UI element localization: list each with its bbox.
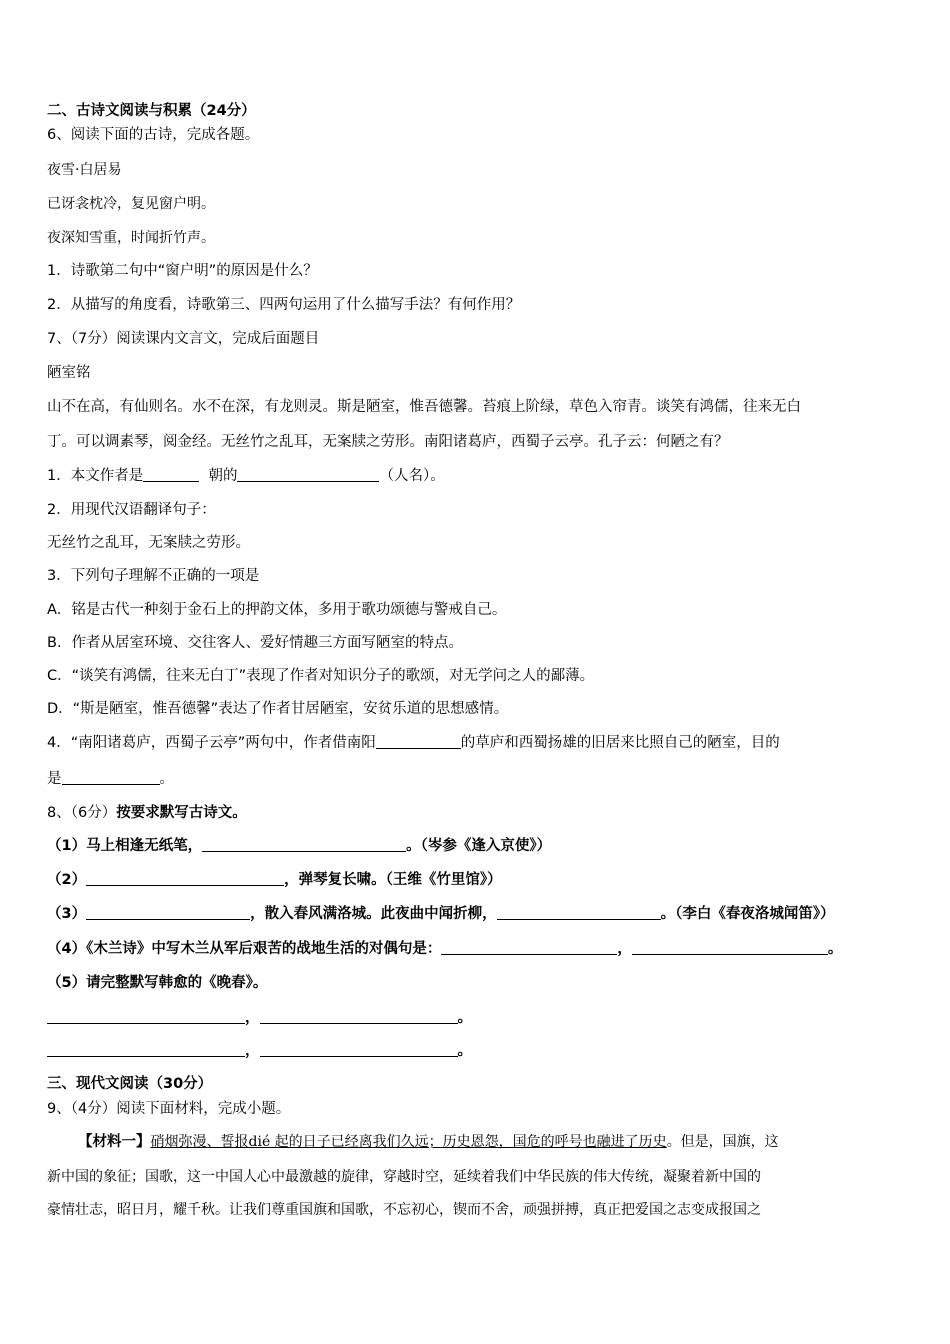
q7-sub-4-text-d: 。 [159, 771, 174, 787]
q7-sub-4-line-2 [47, 769, 174, 789]
q8-item-1-text-a: （1）马上相逢无纸笔， [47, 838, 203, 854]
q7-sub-2-sentence: 无丝竹之乱耳，无案牍之劳形。 [47, 535, 250, 551]
answer-blank[interactable] [376, 734, 461, 749]
q8-item-3-text-c: 。（李白《春夜洛城闻笛》） [660, 906, 835, 922]
poem-title: 夜雪·白居易 [47, 162, 122, 178]
answer-blank[interactable] [86, 871, 284, 886]
q9-prompt: 9、（4分）阅读下面材料，完成小题。 [47, 1101, 291, 1117]
q8-item-5-answer-line-2 [47, 1041, 472, 1061]
material-underlined-text: 硝烟弥漫、誓报dié 起的日子已经离我们久远；历史恩怨，国危的呼号也融进了历史 [150, 1134, 667, 1150]
q7-sub-3: 3．下列句子理解不正确的一项是 [47, 568, 260, 584]
q8-item-1-text-b: 。（岑参《逢入京使》） [406, 838, 552, 854]
q7-option-a: A．铭是古代一种刻于金石上的押韵文体，多用于歌功颂德与警戒自己。 [47, 602, 507, 618]
q8-prompt [47, 803, 247, 823]
section-3-heading: 三、现代文阅读（30分） [47, 1076, 213, 1092]
answer-blank[interactable] [143, 467, 199, 482]
q8-item-4-period: 。 [827, 941, 843, 957]
q8-item-2-text-a: （2） [47, 872, 87, 888]
q7-sub-1-text-b: 朝的 [208, 468, 238, 484]
answer-blank[interactable] [62, 770, 160, 785]
answer-blank[interactable] [260, 1009, 458, 1024]
answer-blank[interactable] [260, 1042, 458, 1057]
q6-prompt: 6、阅读下面的古诗，完成各题。 [47, 127, 260, 143]
answer-blank[interactable] [47, 1009, 245, 1024]
q7-sub-4-line-1 [47, 733, 780, 753]
poem-line-2: 夜深知雪重，时闻折竹声。 [47, 230, 215, 246]
q8-prompt-text: 按要求默写古诗文。 [116, 805, 247, 821]
q8-item-1 [47, 836, 551, 856]
q8-prompt-score: 8、（6分） [47, 805, 117, 821]
q7-option-d: D．“斯是陋室，惟吾德馨”表达了作者甘居陋室，安贫乐道的思想感情。 [47, 701, 509, 717]
q7-sub-1 [47, 466, 445, 486]
q6-sub-1: 1．诗歌第二句中“窗户明”的原因是什么？ [47, 263, 318, 279]
period: 。 [457, 1010, 472, 1026]
q6-sub-2: 2．从描写的角度看，诗歌第三、四两句运用了什么描写手法？有何作用？ [47, 297, 521, 313]
material-text: 。但是，国旗，这 [666, 1134, 779, 1150]
material-label: 【材料一】 [78, 1134, 151, 1150]
period: 。 [457, 1043, 472, 1059]
q8-item-2 [47, 870, 502, 890]
q8-item-3-text-a: （3） [47, 906, 87, 922]
q9-material-line-2: 新中国的象征；国歌，这一中国人心中最激越的旋律，穿越时空，延续着我们中华民族的伟大传统，凝聚着新中国的 [47, 1169, 761, 1185]
q7-sub-4-text-c: 是 [47, 771, 62, 787]
answer-blank[interactable] [237, 467, 379, 482]
q8-item-5-answer-line-1 [47, 1008, 472, 1028]
answer-blank[interactable] [202, 837, 406, 852]
answer-blank[interactable] [86, 905, 250, 920]
q9-material-line-3: 豪情壮志，昭日月，耀千秋。让我们尊重国旗和国歌，不忘初心，锲而不舍，顽强拼搏，真正把爱国之志变成报国之 [47, 1202, 761, 1218]
q7-sub-4-text-a: 4．“南阳诸葛庐，西蜀子云亭”两句中，作者借南阳 [47, 735, 376, 751]
q8-item-4 [47, 939, 842, 959]
comma: ， [245, 1043, 260, 1059]
q8-item-5: （5）请完整默写韩愈的《晚春》。 [47, 975, 268, 991]
answer-blank[interactable] [441, 940, 617, 955]
q8-item-3-text-b: ，散入春风满洛城。此夜曲中闻折柳， [250, 906, 497, 922]
q7-sub-1-text-a: 1．本文作者是 [47, 468, 144, 484]
q7-passage-title: 陋室铭 [47, 365, 91, 381]
answer-blank[interactable] [47, 1042, 245, 1057]
q7-prompt: 7、（7分）阅读课内文言文，完成后面题目 [47, 331, 320, 347]
q7-sub-2: 2．用现代汉语翻译句子： [47, 502, 216, 518]
q8-item-3 [47, 904, 835, 924]
q7-sub-4-text-b: 的草庐和西蜀扬雄的旧居来比照自己的陋室，目的 [460, 735, 780, 751]
q9-material-line-1 [78, 1132, 779, 1152]
answer-blank[interactable] [632, 940, 828, 955]
answer-blank[interactable] [497, 905, 661, 920]
q7-option-b: B．作者从居室环境、交往客人、爱好情趣三方面写陋室的特点。 [47, 635, 463, 651]
q7-passage-line-2: 丁。可以调素琴，阅金经。无丝竹之乱耳，无案牍之劳形。南阳诸葛庐，西蜀子云亭。孔子云：何陋之有？ [47, 434, 729, 450]
q7-sub-1-text-c: （人名）。 [379, 468, 445, 484]
q8-item-2-text-b: ，弹琴复长啸。（王维《竹里馆》） [284, 872, 502, 888]
q8-item-4-comma: ， [617, 941, 632, 957]
poem-line-1: 已讶衾枕冷，复见窗户明。 [47, 196, 215, 212]
comma: ， [245, 1010, 260, 1026]
q8-item-4-text-a: （4）《木兰诗》中写木兰从军后艰苦的战地生活的对偶句是： [47, 941, 442, 957]
q7-option-c: C．“谈笑有鸿儒，往来无白丁”表现了作者对知识分子的歌颂，对无学问之人的鄙薄。 [47, 668, 595, 684]
section-2-heading: 二、古诗文阅读与积累（24分） [47, 103, 256, 119]
q7-passage-line-1: 山不在高，有仙则名。水不在深，有龙则灵。斯是陋室，惟吾德馨。苔痕上阶绿，草色入帘青。谈笑有鸿儒，往来无白 [47, 399, 801, 415]
